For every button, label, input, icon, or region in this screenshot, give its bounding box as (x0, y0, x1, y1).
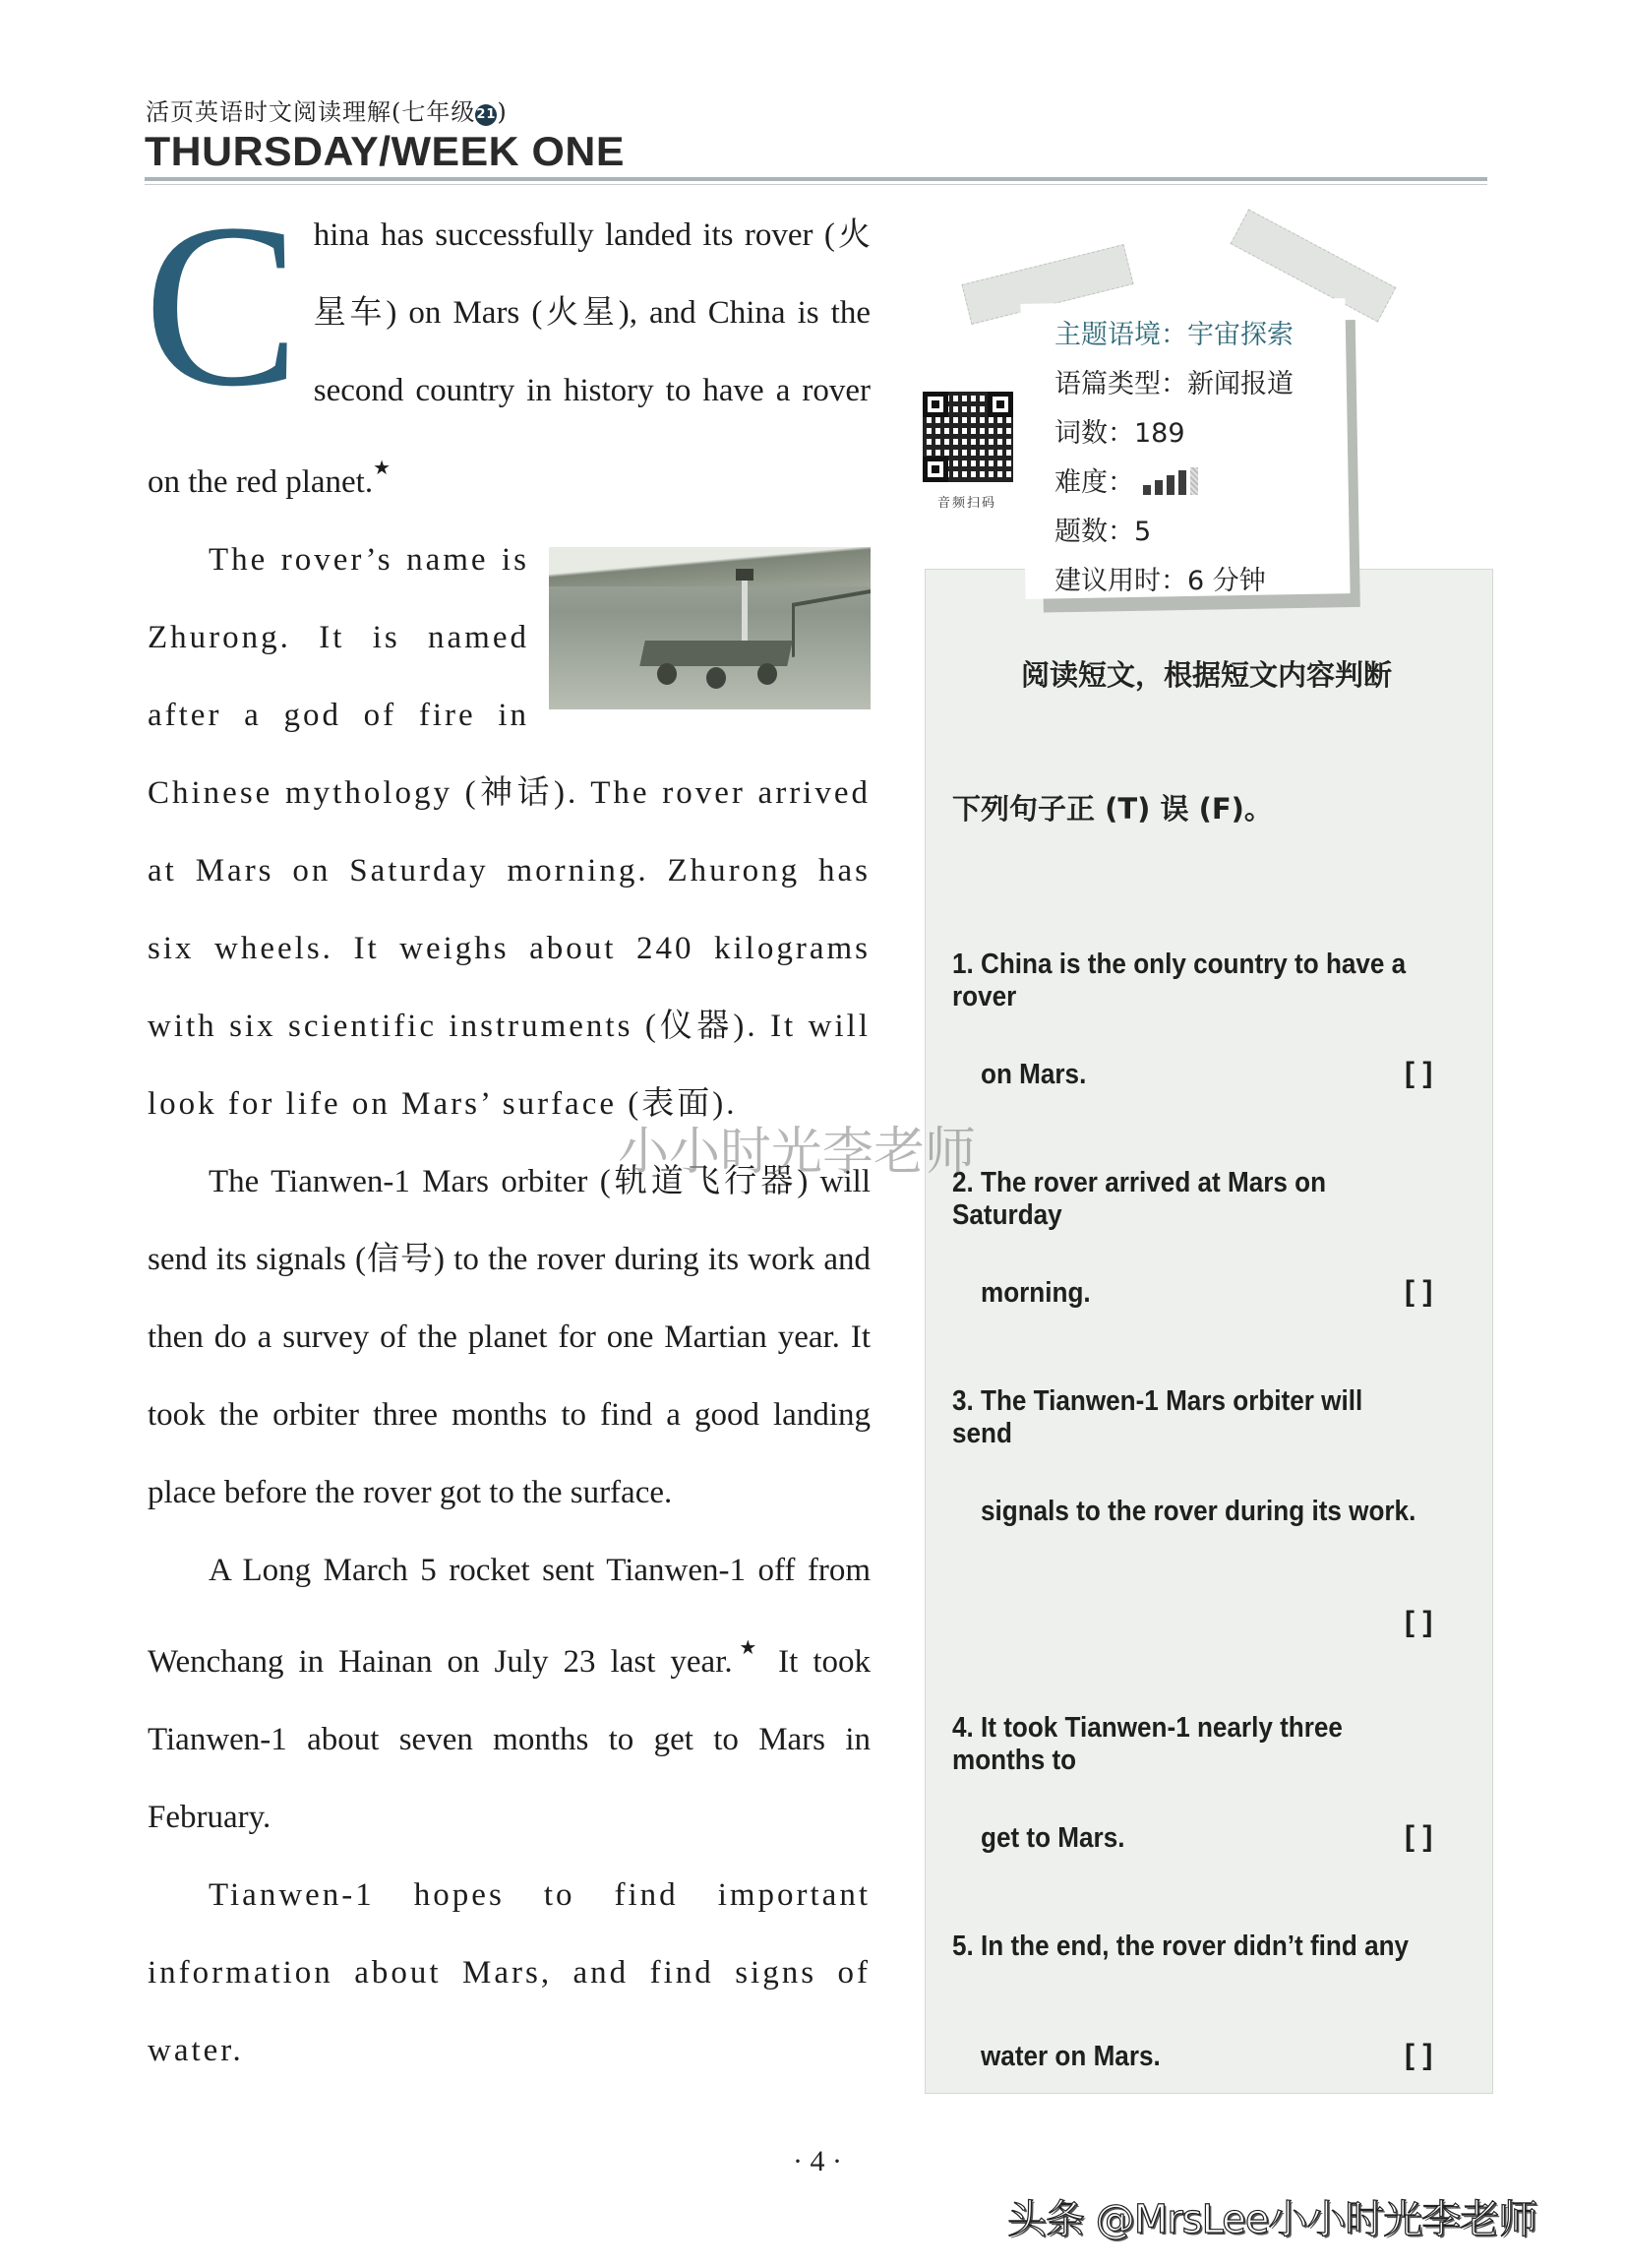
qr-caption: 音频扫码 (937, 496, 997, 511)
question-1-cont: on Mars. (981, 1059, 1087, 1090)
genre-row: 语篇类型：新闻报道 (1054, 369, 1294, 399)
answer-bracket-4[interactable]: [ ] (1405, 1820, 1433, 1853)
instruction-line-2: 下列句子正 (T) 误 (F)。 (952, 792, 1273, 826)
answer-bracket-1[interactable]: [ ] (1405, 1057, 1433, 1089)
suggested-time-row: 建议用时：6 分钟 (1054, 566, 1266, 596)
theme-row: 主题语境：宇宙探索 (1054, 320, 1294, 350)
dropcap-letter: C (144, 176, 300, 435)
paragraph-5: Tianwen-1 hopes to find important information about Mars, and find signs of water. (148, 1877, 871, 2068)
answer-bracket-3[interactable]: [ ] (1405, 1606, 1433, 1638)
series-title: 活页英语时文阅读理解(七年级21) (146, 98, 508, 126)
volume-badge: 21 (475, 104, 497, 126)
instruction-line-1: 阅读短文，根据短文内容判断 (1021, 658, 1393, 692)
rover-photo (549, 547, 871, 709)
difficulty-row: 难度： (1054, 459, 1294, 508)
info-card-details (1054, 311, 1294, 606)
question-3: 3. The Tianwen-1 Mars orbiter will send (952, 1385, 1363, 1449)
question-4: 4. It took Tianwen-1 nearly three months to (952, 1712, 1343, 1776)
header-divider (145, 177, 1487, 185)
star-icon: ★ (732, 1637, 764, 1659)
word-count-row: 词数：189 (1054, 418, 1185, 449)
question-3-cont: signals to the rover during its work. (981, 1496, 1416, 1527)
star-icon: ★ (373, 458, 391, 479)
paragraph-4: A Long March 5 rocket sent Tianwen-1 off from Wenchang in Hainan on July 23 last year.★ It took Tianwen-1 about seven months to get to Mars in February. (148, 1553, 872, 1835)
answer-bracket-2[interactable]: [ ] (1405, 1275, 1433, 1308)
section-title: THURSDAY/WEEK ONE (145, 128, 625, 174)
credit-watermark: 头条 @MrsLee小小时光李老师 (1007, 2197, 1537, 2242)
question-2: 2. The rover arrived at Mars on Saturday (952, 1167, 1327, 1231)
question-2-cont: morning. (981, 1277, 1091, 1309)
difficulty-bars-icon (1143, 467, 1198, 495)
question-5: 5. In the end, the rover didn’t find any (952, 1931, 1410, 1962)
paragraph-1: C hina has successfully landed its rover (火星车) on Mars (火星), and China is the second country in history to have a rover on the red planet.★ (144, 176, 871, 500)
question-1: 1. China is the only country to have a rover (952, 949, 1407, 1012)
qr-code-icon[interactable] (923, 392, 1013, 482)
question-5-cont: water on Mars. (981, 2041, 1161, 2072)
question-count-row: 题数：5 (1054, 517, 1152, 547)
paragraph-3: The Tianwen-1 Mars orbiter (轨道飞行器) will send its signals (信号) to the rover during its work and then do a survey of the planet for one Martian year. It took the orbiter three months to find a good landing place before the rover got to the surface. (148, 1164, 871, 1510)
paragraph-2: The rover’s name is Zhurong. It is named after a god of fire in Chinese mythology (神话). The rover arrived at Mars on Saturday morning. Zhurong has six wheels. It weighs about 240 kilograms with six scientific instruments (仪器). It will look for life on Mars’ surface (表面). (148, 542, 871, 1122)
question-4-cont: get to Mars. (981, 1822, 1125, 1854)
watermark: 小小时光李老师 (618, 1123, 977, 1182)
page-number: · 4 · (793, 2145, 842, 2177)
answer-bracket-5[interactable]: [ ] (1405, 2039, 1433, 2071)
